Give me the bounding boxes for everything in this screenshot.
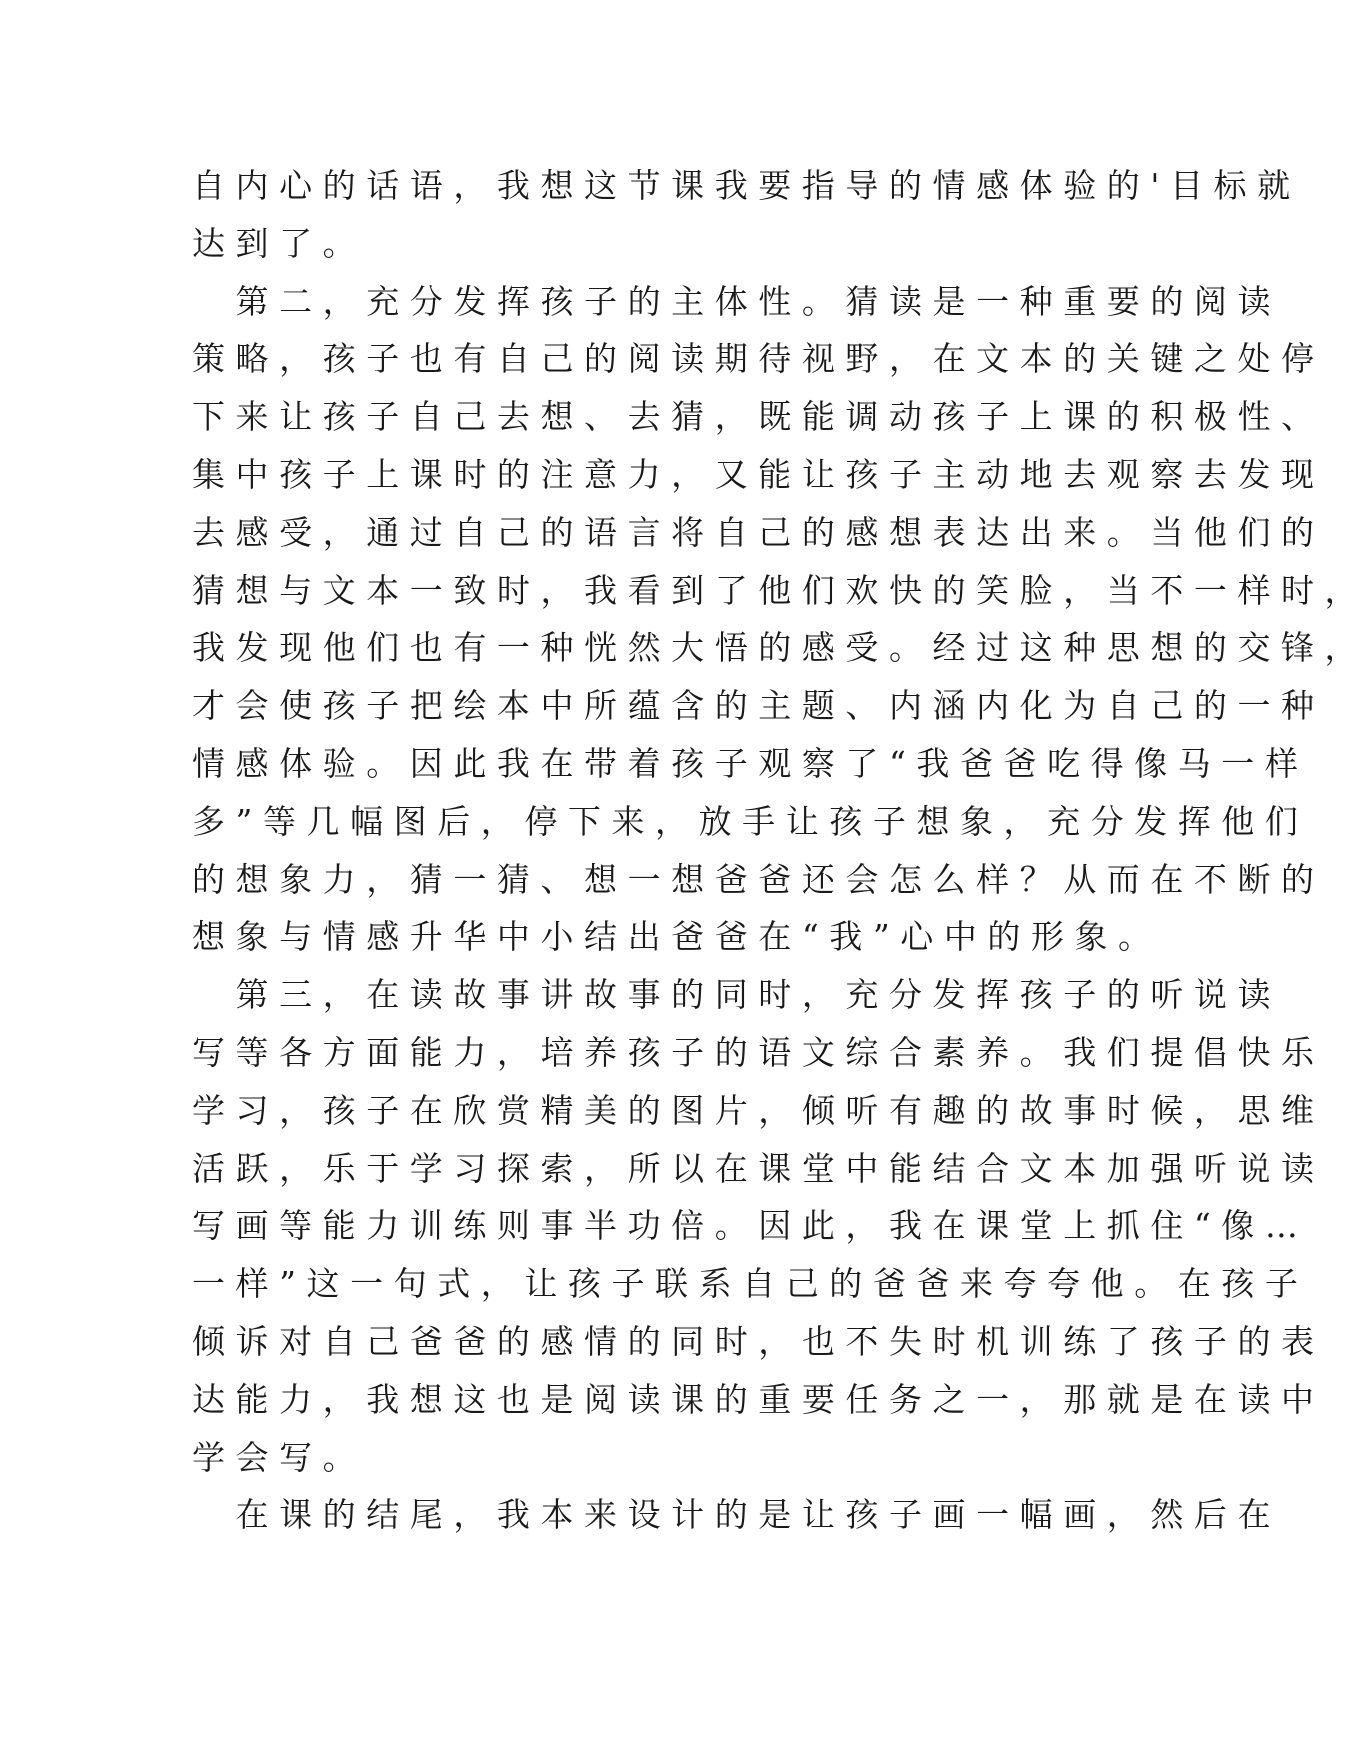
- text-line: 学习，孩子在欣赏精美的图片，倾听有趣的故事时候，思维: [192, 1090, 1325, 1130]
- text-line: 学会写。: [192, 1437, 367, 1477]
- text-line: 策略，孩子也有自己的阅读期待视野，在文本的关键之处停: [192, 339, 1325, 379]
- text-line: 达到了。: [192, 223, 367, 263]
- text-line: 情感体验。因此我在带着孩子观察了“我爸爸吃得像马一样: [192, 743, 1309, 783]
- text-line: 猜想与文本一致时，我看到了他们欢快的笑脸，当不一样时，: [192, 570, 1368, 610]
- text-line: 第三，在读故事讲故事的同时，充分发挥孩子的听说读: [192, 975, 1281, 1015]
- text-line: 写画等能力训练则事半功倍。因此，我在课堂上抓住“像…: [192, 1206, 1309, 1246]
- text-line: 多”等几幅图后，停下来，放手让孩子想象，充分发挥他们: [192, 801, 1309, 841]
- text-line: 才会使孩子把绘本中所蕴含的主题、内涵内化为自己的一种: [192, 686, 1325, 726]
- text-line: 自内心的话语，我想这节课我要指导的情感体验的'目标就: [192, 166, 1301, 205]
- text-line: 的想象力，猜一猜、想一想爸爸还会怎么样？从而在不断的: [192, 859, 1325, 899]
- text-line: 写等各方面能力，培养孩子的语文综合素养。我们提倡快乐: [192, 1032, 1325, 1072]
- text-line: 在课的结尾，我本来设计的是让孩子画一幅画，然后在: [192, 1495, 1281, 1535]
- text-line: 倾诉对自己爸爸的感情的同时，也不失时机训练了孩子的表: [192, 1321, 1325, 1361]
- body-text: [192, 157, 1368, 1544]
- text-line: 集中孩子上课时的注意力，又能让孩子主动地去观察去发现: [192, 454, 1325, 494]
- text-line: 一样”这一句式，让孩子联系自己的爸爸来夸夸他。在孩子: [192, 1264, 1309, 1304]
- text-line: 想象与情感升华中小结出爸爸在“我”心中的形象。: [192, 917, 1162, 957]
- text-line: 第二，充分发挥孩子的主体性。猜读是一种重要的阅读: [192, 281, 1281, 321]
- text-line: 达能力，我想这也是阅读课的重要任务之一，那就是在读中: [192, 1379, 1325, 1419]
- text-line: 去感受，通过自己的语言将自己的感想表达出来。当他们的: [192, 512, 1325, 552]
- text-line: 下来让孩子自己去想、去猜，既能调动孩子上课的积极性、: [192, 397, 1325, 437]
- text-line: 活跃，乐于学习探索，所以在课堂中能结合文本加强听说读: [192, 1148, 1325, 1188]
- text-line: 我发现他们也有一种恍然大悟的感受。经过这种思想的交锋，: [192, 628, 1368, 668]
